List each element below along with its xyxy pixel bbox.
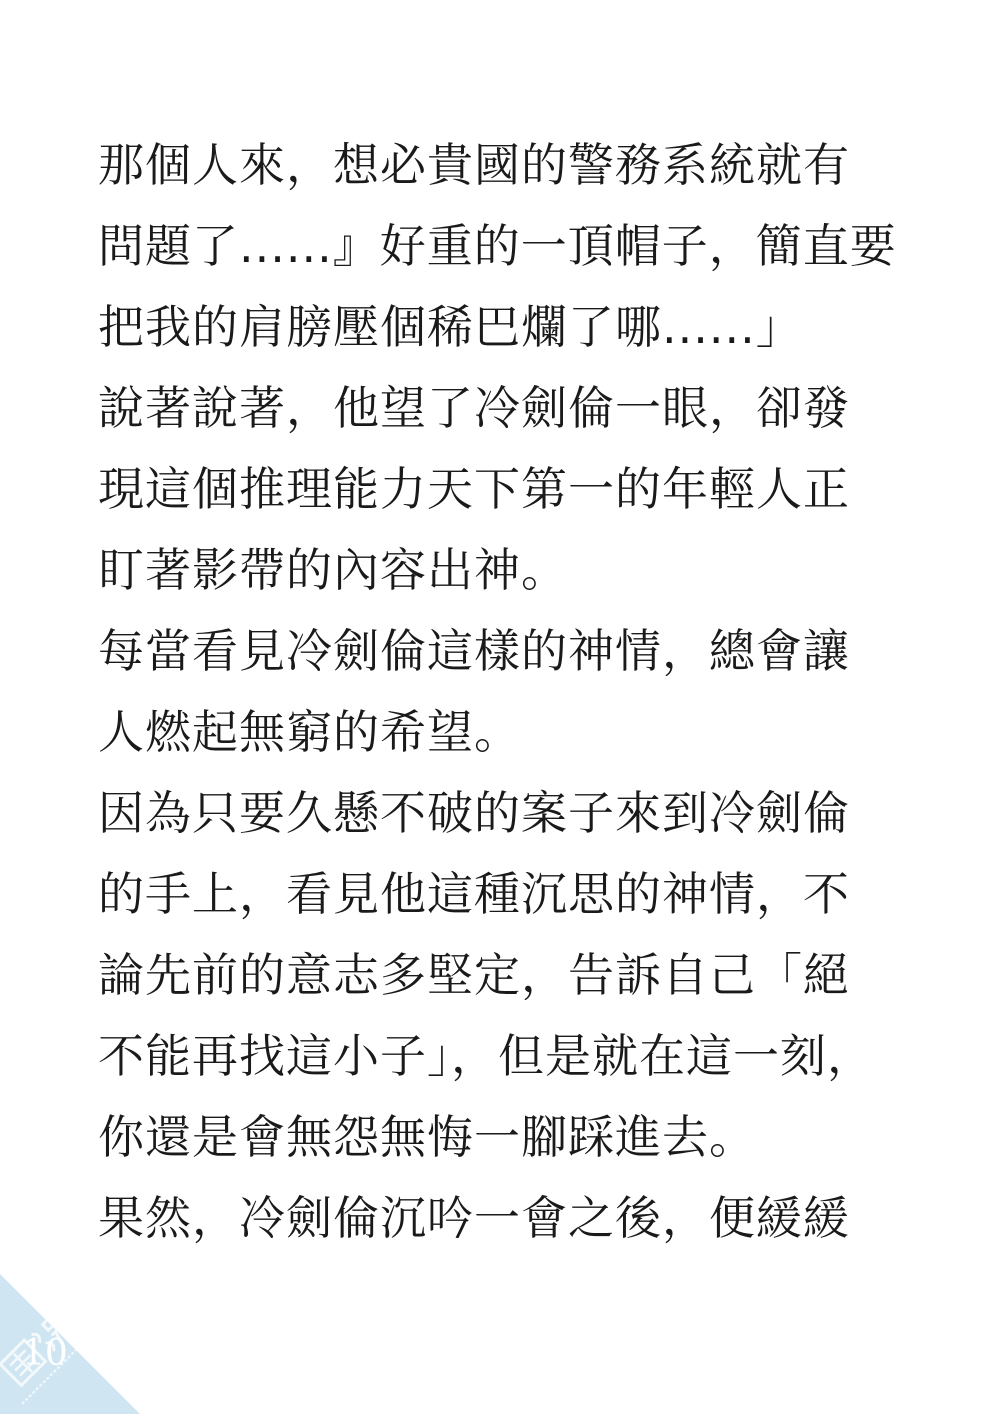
text-line: 人燃起無窮的希望。 <box>98 705 521 759</box>
text-line: 因為只要久懸不破的案子來到冷劍倫 <box>98 786 850 840</box>
text-line: 論先前的意志多堅定，告訴自己「絕 <box>98 948 850 1002</box>
body-text <box>98 132 958 1266</box>
text-line: 現這個推理能力天下第一的年輕人正 <box>98 462 850 516</box>
text-line: 每當看見冷劍倫這樣的神情，總會讓 <box>98 624 850 678</box>
page-number: 10 <box>22 1333 68 1374</box>
text-line: 不能再找這小子」，但是就在這一刻， <box>98 1029 874 1083</box>
text-line: 你還是會無怨無悔一腳踩進去。 <box>98 1110 756 1164</box>
text-line: 那個人來，想必貴國的警務系統就有 <box>98 138 850 192</box>
text-line: 把我的肩膀壓個稀巴爛了哪......」 <box>98 300 803 354</box>
text-line: 的手上，看見他這種沉思的神情，不 <box>98 867 850 921</box>
text-line: 果然，冷劍倫沉吟一會之後，便緩緩 <box>98 1191 850 1245</box>
text-line: 盯著影帶的內容出神。 <box>98 543 568 597</box>
text-line: 說著說著，他望了冷劍倫一眼，卻發 <box>98 381 850 435</box>
text-line: 問題了......』好重的一頂帽子，簡直要 <box>98 219 897 273</box>
